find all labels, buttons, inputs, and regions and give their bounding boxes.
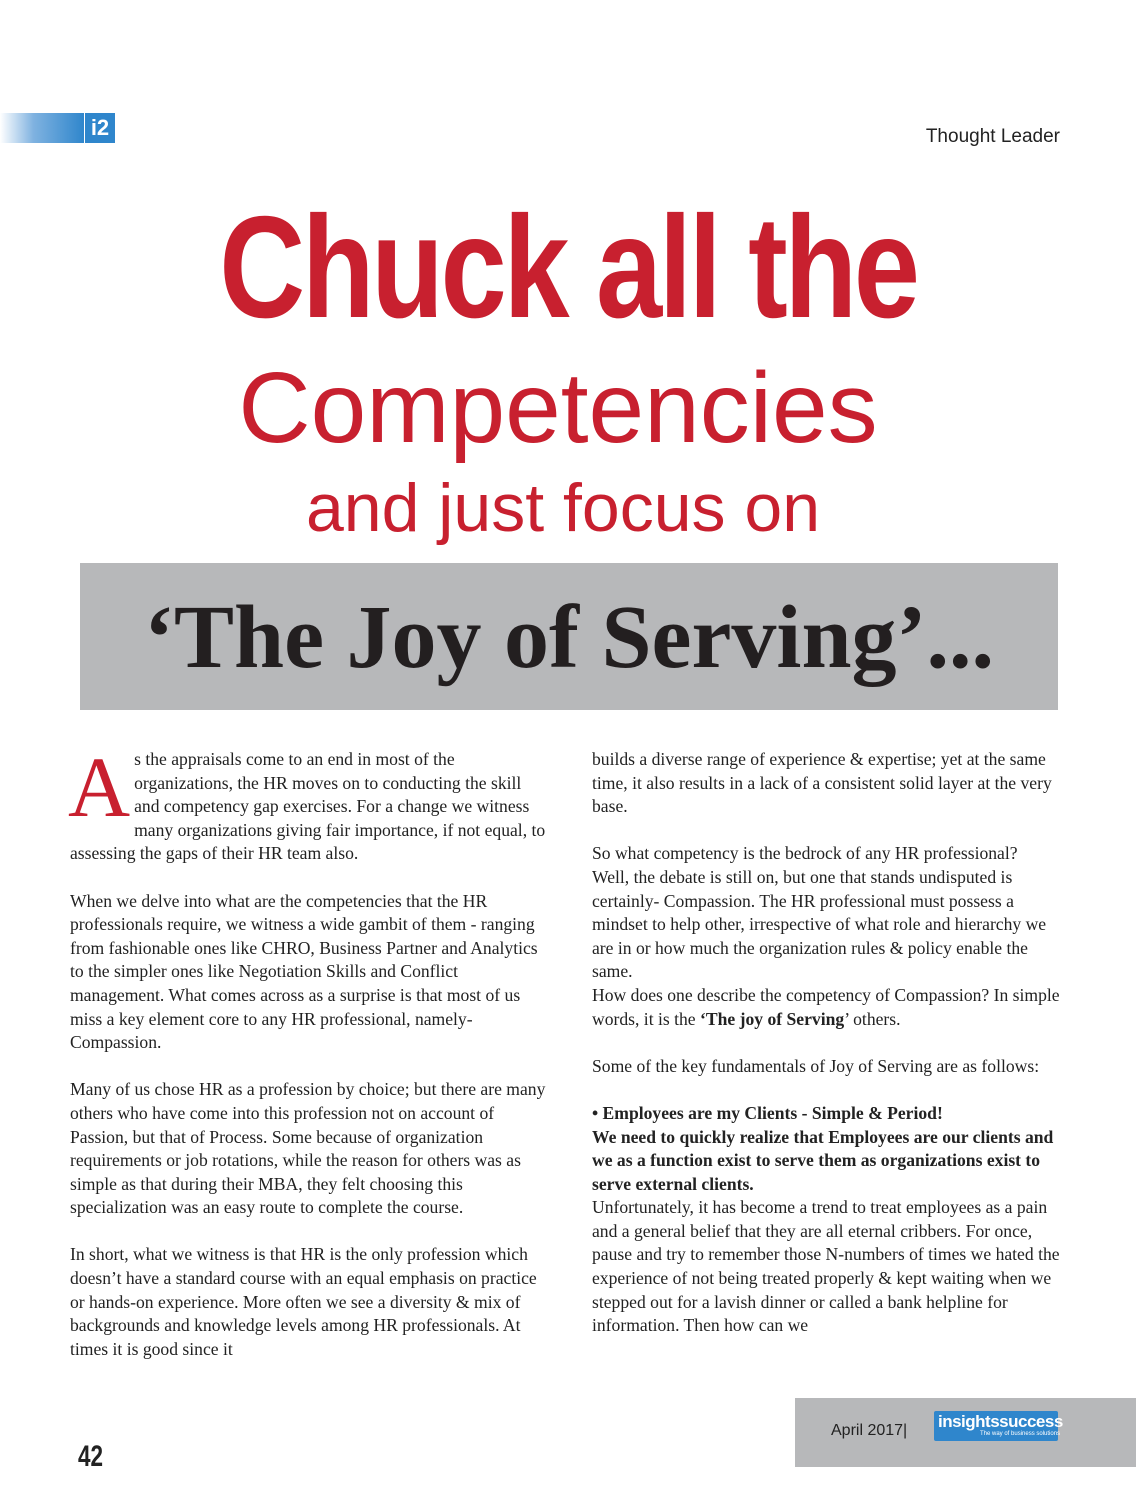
article-paragraph: Some of the key fundamentals of Joy of Serving are as follows: <box>592 1055 1040 1076</box>
headline-line-1: Chuck all the <box>219 186 917 348</box>
drop-cap: A <box>68 739 131 835</box>
brand-logo <box>934 1411 1063 1441</box>
article-paragraph <box>68 739 548 866</box>
issue-date: April 2017| <box>831 1422 908 1439</box>
brand-name: insightssuccess <box>938 1412 1063 1431</box>
page-number: 42 <box>78 1440 104 1473</box>
article-paragraph: Many of us chose HR as a profession by choice; but there are many others who have come into this profession not on account of Passion, but that of Process. Some because of organization requirements or job rotations, while the reason for others was as simple as that during their MBA, they felt choosing this specialization was an easy route to complete the course. <box>70 1079 546 1218</box>
paragraph-text: s the appraisals come to an end in most of the organizations, the HR moves on to conducting the skill and competency gap exercises. For a change we witness many organizations giving fair importance, if not equal, to assessing the gaps of their HR team also. <box>70 749 546 864</box>
article-paragraph <box>592 984 1070 1031</box>
article-left-column <box>68 739 548 1385</box>
article-question: So what competency is the bedrock of any HR professional? <box>592 843 1018 864</box>
paragraph-text: ’ others. <box>844 1008 901 1029</box>
magazine-logo-icon: i2 <box>85 113 115 143</box>
footer-box <box>795 1398 1136 1467</box>
bullet-heading: • Employees are my Clients - Simple & Period! <box>592 1102 943 1123</box>
emphasis-text: ‘The joy of Serving <box>700 1008 845 1029</box>
article-paragraph: Unfortunately, it has become a trend to treat employees as a pain and a general belief that they are all eternal cribbers. For once, pause and try to remember those N-numbers of times we hated the experience of not being treated properly & kept waiting when we stepped out for a lavish dinner or called a bank helpline for information. Then how can we <box>592 1197 1060 1336</box>
headline-highlight-box <box>80 563 1058 710</box>
header-accent-bar <box>0 113 84 143</box>
bullet-emphasis: We need to quickly realize that Employees are our clients and we as a function exist to serve them as organizations exist to serve external clients. <box>592 1126 1054 1194</box>
brand-tagline: The way of business solutions <box>980 1431 1061 1437</box>
article-paragraph: In short, what we witness is that HR is the only profession which doesn’t have a standard course with an equal emphasis on practice or hands-on experience. More often we see a diversity & mix of backgrounds and knowledge levels among HR professionals. At times it is good since it <box>70 1244 537 1359</box>
headline-highlight-text: ‘The Joy of Serving’... <box>144 588 994 687</box>
section-label: Thought Leader <box>925 126 1060 147</box>
article-paragraph: builds a diverse range of experience & expertise; yet at the same time, it also results in a lack of a consistent solid layer at the very base. <box>592 749 1052 817</box>
headline-line-3: and just focus on <box>305 470 821 546</box>
paragraph-text: How does one describe the competency of Compassion? In simple words, it is the <box>592 984 1060 1029</box>
article-right-column <box>592 748 1070 1338</box>
headline-line-2: Competencies <box>238 352 878 464</box>
article-paragraph: When we delve into what are the competencies that the HR professionals require, we witness a wide gambit of them - ranging from fashionable ones like CHRO, Business Partner and Analytics to the simpler ones like Negotiation Skills and Conflict management. What comes across as a surprise is that most of us miss a key element core to any HR professional, namely- Compassion. <box>70 890 538 1053</box>
article-paragraph: Well, the debate is still on, but one that stands undisputed is certainly- Compassion. The HR professional must possess a mindset to help other, irrespective of what role and hierarchy we are in or how much the organization rules & policy enable the same. <box>592 866 1047 982</box>
